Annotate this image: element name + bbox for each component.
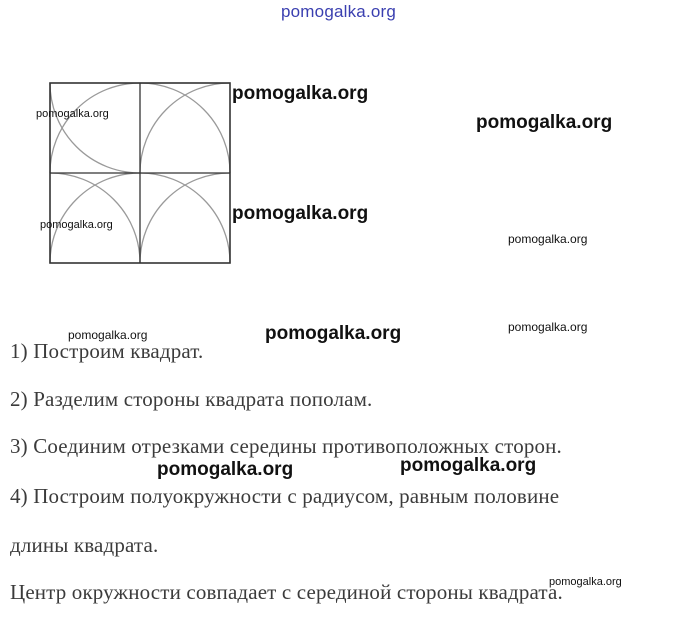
petal-right-upper [140, 173, 230, 263]
watermark-far-right-1: pomogalka.org [476, 112, 613, 133]
step-4: 4) Построим полуокружности с радиусом, равным половине [10, 484, 560, 508]
petal-top-right [140, 83, 230, 173]
watermark-mid-small: pomogalka.org [68, 328, 148, 342]
petal-left-upper [50, 173, 140, 263]
step-2: 2) Разделим стороны квадрата пополам. [10, 387, 373, 411]
watermark-mid-bold: pomogalka.org [265, 323, 402, 344]
petal-center-top-left [50, 83, 140, 173]
watermark-bottom-small: pomogalka.org [549, 576, 622, 588]
watermark-fig-right-1: pomogalka.org [232, 83, 369, 104]
petal-center-top-right [140, 83, 230, 173]
watermark-line3-right: pomogalka.org [400, 455, 537, 476]
watermark-far-right-small-1: pomogalka.org [508, 232, 588, 246]
watermark-fig-left-small-1: pomogalka.org [36, 108, 109, 120]
watermark-line3-left: pomogalka.org [157, 459, 294, 480]
petal-top-left [50, 83, 140, 173]
watermark-top[interactable]: pomogalka.org [281, 2, 397, 21]
watermark-far-right-small-2: pomogalka.org [508, 320, 588, 334]
petal-center-bottom-right [140, 173, 230, 263]
conclusion-line: Центр окружности совпадает с серединой стороны квадрата. [10, 580, 563, 604]
step-3: 3) Соединим отрезками середины противоположных сторон. [10, 434, 562, 458]
watermark-fig-left-small-2: pomogalka.org [40, 219, 113, 231]
petal-center-bottom-left [50, 173, 140, 263]
step-4-continued: длины квадрата. [10, 533, 159, 557]
step-1: 1) Построим квадрат. [10, 339, 204, 363]
watermark-fig-right-2: pomogalka.org [232, 203, 369, 224]
